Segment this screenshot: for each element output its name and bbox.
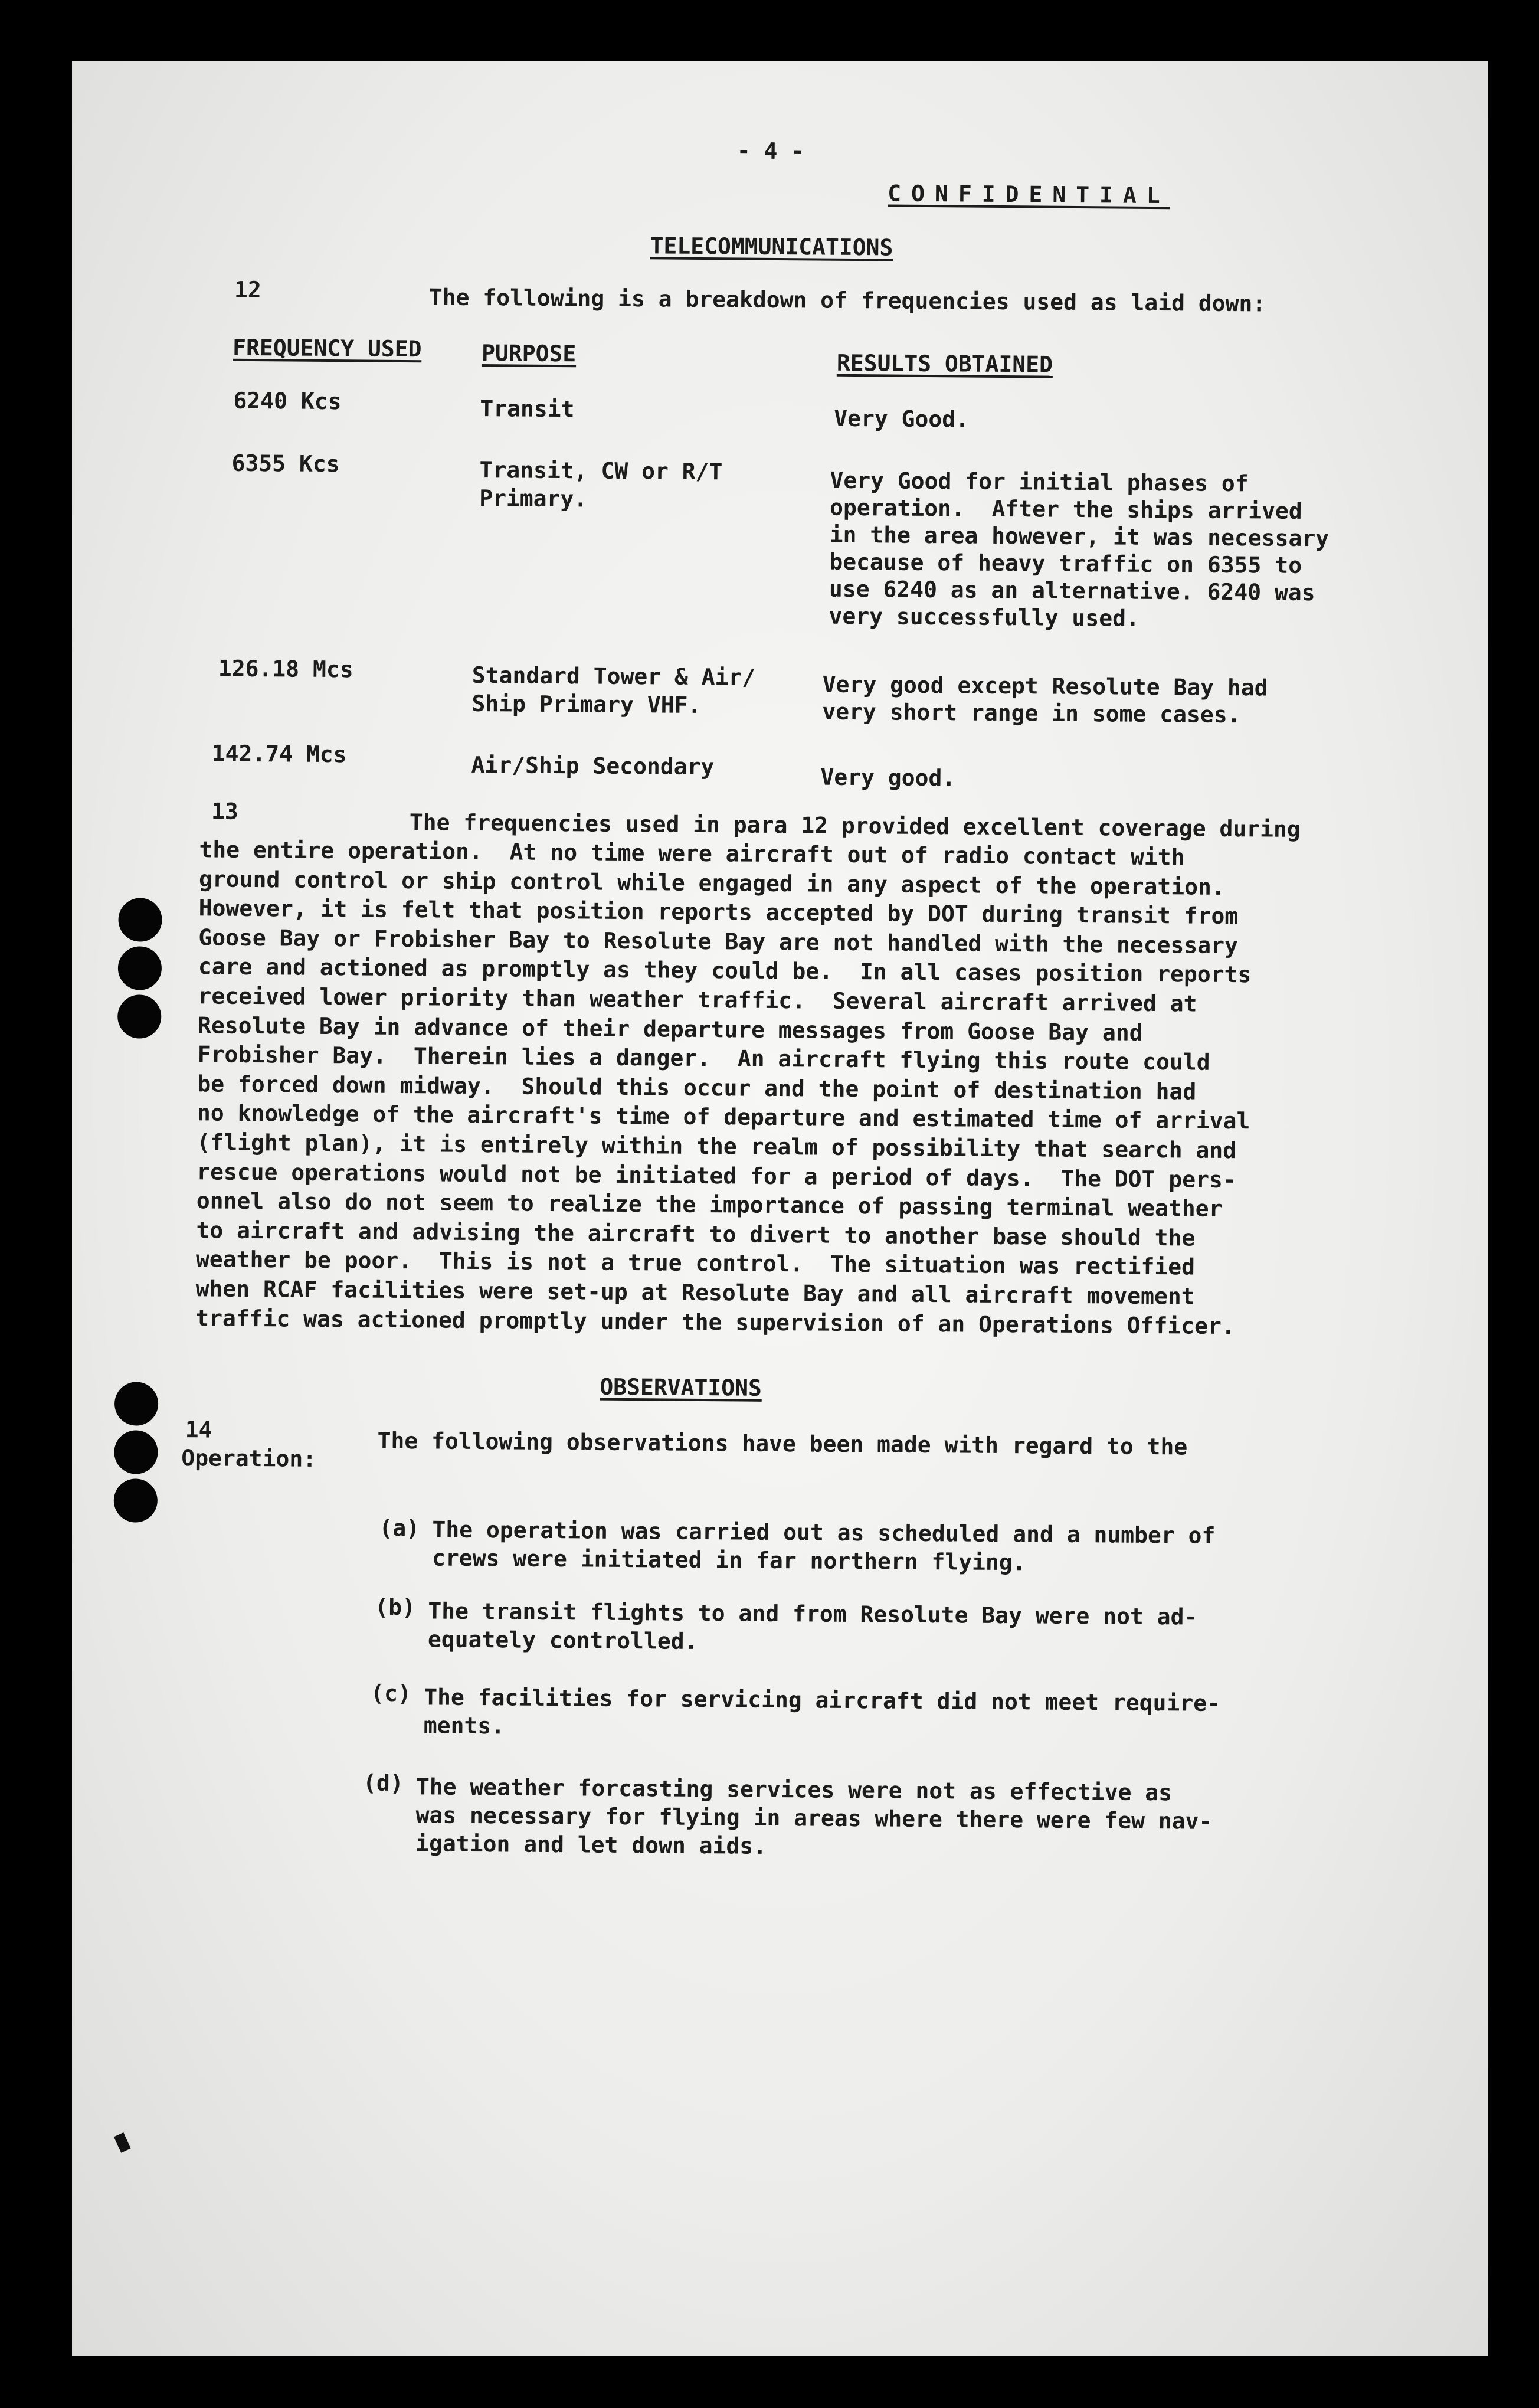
results-line: operation. After the ships arrived	[829, 494, 1302, 524]
table-cell-results	[829, 467, 1330, 634]
observation-letter: (a)	[379, 1514, 420, 1542]
para-13-line: to aircraft and advising the aircraft to divert to another base should the	[196, 1217, 1196, 1251]
table-cell-purpose: Air/Ship Secondary	[471, 751, 715, 780]
results-line: very successfully used.	[829, 603, 1139, 632]
observation-line: The transit flights to and from Resolute Bay were not ad-	[428, 1598, 1198, 1630]
section-title-telecommunications: TELECOMMUNICATIONS	[650, 233, 893, 261]
para-14-label: Operation:	[181, 1445, 317, 1472]
para-14-number: 14	[185, 1416, 212, 1443]
section-title-observations: OBSERVATIONS	[600, 1373, 762, 1401]
para-13-line: care and actioned as promptly as they could be. In all cases position reports	[198, 953, 1252, 988]
purpose-line: Transit, CW or R/T	[479, 457, 723, 485]
para-12-number: 12	[234, 276, 261, 303]
paper-speck	[114, 2132, 131, 2153]
para-13-line: The frequencies used in para 12 provided excellent coverage during	[409, 809, 1301, 842]
table-cell-frequency: 142.74 Mcs	[211, 740, 347, 768]
para-13-number: 13	[211, 798, 238, 825]
para-13-line: However, it is felt that position reports accepted by DOT during transit from	[198, 895, 1239, 930]
punch-hole	[117, 994, 162, 1039]
para-13-line: traffic was actioned promptly under the supervision of an Operations Officer.	[195, 1304, 1235, 1339]
col-header-frequency: FREQUENCY USED	[232, 334, 422, 362]
purpose-line: Primary.	[479, 485, 588, 512]
table-cell-frequency: 6355 Kcs	[231, 450, 340, 477]
para-13-line: Goose Bay or Frobisher Bay to Resolute Bay are not handled with the necessary	[198, 924, 1239, 958]
results-line: in the area however, it was necessary	[829, 521, 1330, 552]
punch-hole	[118, 946, 162, 990]
document-page	[72, 61, 1488, 2356]
para-13-line: weather be poor. This is not a true control. The situation was rectified	[195, 1246, 1196, 1280]
results-line: very short range in some cases.	[822, 698, 1241, 728]
observation-item	[415, 1772, 1213, 1864]
results-line: Very Good for initial phases of	[830, 467, 1249, 497]
para-13-body	[195, 835, 1252, 1341]
observation-line: was necessary for flying in areas where there were few nav-	[415, 1802, 1213, 1834]
punch-hole	[114, 1382, 159, 1426]
table-cell-results: Very Good.	[834, 405, 970, 433]
para-13-line: Resolute Bay in advance of their departure messages from Goose Bay and	[197, 1012, 1143, 1046]
para-13-line: when RCAF facilities were set-up at Resolute Bay and all aircraft movement	[195, 1275, 1195, 1310]
purpose-line: Ship Primary VHF.	[471, 690, 702, 718]
col-header-results: RESULTS OBTAINED	[836, 349, 1053, 378]
table-cell-purpose	[471, 661, 755, 720]
para-13-line: be forced down midway. Should this occur and the point of destination had	[197, 1071, 1197, 1105]
observation-letter: (c)	[371, 1680, 412, 1707]
observation-letter: (d)	[362, 1769, 404, 1797]
punch-hole	[114, 1430, 158, 1474]
results-line: Very good except Resolute Bay had	[822, 671, 1268, 701]
classification-stamp: CONFIDENTIAL	[888, 180, 1170, 209]
table-cell-results: Very good.	[820, 764, 956, 791]
col-header-purpose: PURPOSE	[481, 340, 577, 367]
table-cell-purpose	[479, 456, 723, 514]
punch-hole	[114, 1478, 158, 1523]
page-number: - 4 -	[736, 138, 805, 165]
table-cell-frequency: 126.18 Mcs	[218, 655, 353, 683]
observation-line: equately controlled.	[427, 1626, 698, 1654]
punch-hole	[118, 898, 162, 942]
para-13-line: the entire operation. At no time were aircraft out of radio contact with	[199, 836, 1185, 871]
observation-item	[432, 1515, 1216, 1578]
para-13-line: onnel also do not seem to realize the importance of passing terminal weather	[196, 1187, 1223, 1222]
table-cell-purpose: Transit	[480, 395, 575, 423]
page-content	[72, 61, 1488, 2356]
para-14-intro: The following observations have been made with regard to the	[377, 1427, 1188, 1460]
para-13-line: no knowledge of the aircraft's time of departure and estimated time of arrival	[197, 1100, 1250, 1134]
observation-line: The weather forcasting services were not as effective as	[415, 1774, 1173, 1806]
observation-letter: (b)	[375, 1594, 416, 1621]
results-line: use 6240 as an alternative. 6240 was	[829, 575, 1315, 606]
para-13-line: ground control or ship control while engaged in any aspect of the operation.	[198, 865, 1225, 900]
observation-line: The operation was carried out as scheduled and a number of	[432, 1516, 1216, 1549]
results-line: because of heavy traffic on 6355 to	[829, 548, 1302, 578]
observation-item	[428, 1596, 1198, 1659]
observation-line: crews were initiated in far northern flying.	[431, 1545, 1026, 1576]
para-13-line: (flight plan), it is entirely within the realm of possibility that search and	[197, 1129, 1237, 1164]
para-13-line: Frobisher Bay. Therein lies a danger. An aircraft flying this route could	[197, 1041, 1210, 1075]
observation-line: ments.	[423, 1712, 505, 1739]
table-cell-results	[822, 671, 1268, 729]
para-13-line: received lower priority than weather traffic. Several aircraft arrived at	[198, 983, 1197, 1017]
purpose-line: Standard Tower & Air/	[471, 662, 756, 691]
observation-line: The facilities for servicing aircraft did not meet require-	[424, 1684, 1221, 1716]
observation-item	[424, 1683, 1221, 1746]
para-13-line: rescue operations would not be initiated for a period of days. The DOT pers-	[197, 1158, 1236, 1193]
para-12-intro: The following is a breakdown of frequencies used as laid down:	[428, 284, 1266, 317]
observation-line: igation and let down aids.	[415, 1830, 767, 1859]
table-cell-frequency: 6240 Kcs	[233, 387, 342, 415]
